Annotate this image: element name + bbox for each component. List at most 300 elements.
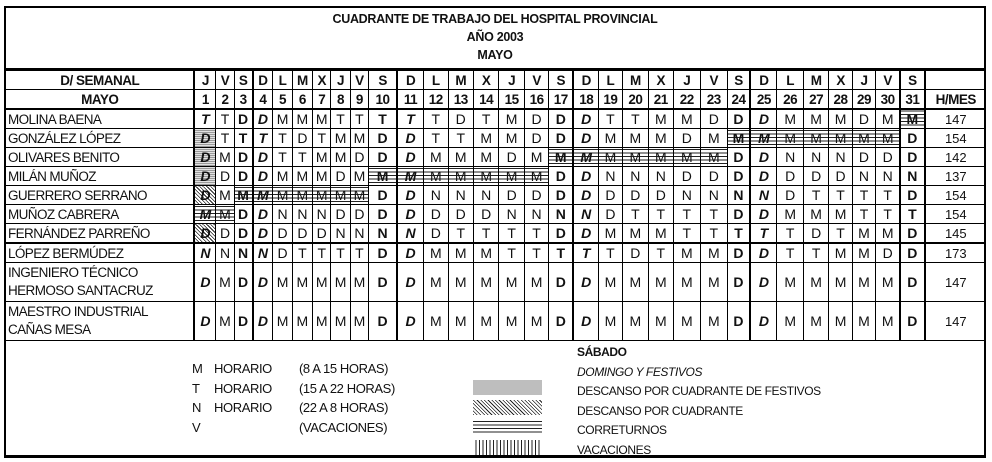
shift-cell: D: [673, 167, 701, 186]
shift-cell: D: [313, 224, 331, 244]
shift-cell: D: [622, 243, 648, 263]
shift-cell: D: [350, 148, 368, 167]
shift-cell: D: [876, 243, 900, 263]
shift-cell: T: [216, 129, 234, 148]
shift-cell: M: [369, 167, 398, 186]
shift-cell: M: [876, 129, 900, 148]
shift-cell: D: [369, 186, 398, 205]
day-row-cell: 10: [369, 90, 398, 110]
shift-cell: D: [750, 148, 776, 167]
employee-name: LÓPEZ BERMÚDEZ: [6, 243, 194, 263]
shift-cell: D: [194, 148, 215, 167]
shift-cell: M: [313, 148, 331, 167]
monthly-hours: 145: [925, 224, 986, 244]
shift-cell: N: [573, 205, 598, 224]
shift-cell: D: [448, 109, 473, 129]
shift-cell: M: [673, 148, 701, 167]
employee-row: [6, 263, 986, 302]
day-row-cell: 3: [234, 90, 252, 110]
shift-cell: M: [673, 302, 701, 341]
weekday-row-cell: J: [499, 71, 524, 90]
shift-cell: M: [750, 129, 776, 148]
legend-saturday: SÁBADO: [577, 345, 627, 359]
shift-cell: T: [803, 243, 828, 263]
shift-cell: T: [649, 205, 673, 224]
shift-cell: N: [313, 205, 331, 224]
shift-cell: N: [777, 148, 803, 167]
shift-cell: M: [673, 263, 701, 302]
shift-cell: D: [331, 205, 350, 224]
shift-cell: M: [292, 263, 312, 302]
shift-cell: M: [549, 148, 573, 167]
employee-role: MAESTRO INDUSTRIAL: [8, 304, 148, 319]
shift-cell: T: [777, 224, 803, 244]
shift-cell: D: [727, 148, 750, 167]
shift-cell: D: [397, 205, 423, 224]
shift-cell: D: [369, 302, 398, 341]
employee-row: [6, 205, 986, 224]
shift-cell: T: [424, 109, 448, 129]
shift-cell: T: [829, 224, 852, 244]
shift-cell: T: [900, 205, 924, 224]
legend-diag: DESCANSO POR CUADRANTE: [577, 403, 743, 418]
shift-cell: M: [622, 129, 648, 148]
shift-cell: M: [448, 263, 473, 302]
shift-cell: T: [234, 129, 252, 148]
shift-cell: T: [216, 109, 234, 129]
shift-cell: D: [900, 243, 924, 263]
weekday-row-cell: D: [573, 71, 598, 90]
shift-cell: D: [549, 129, 573, 148]
shift-cell: M: [876, 109, 900, 129]
shift-cell: T: [424, 129, 448, 148]
employee-name: GONZÁLEZ LÓPEZ: [6, 129, 194, 148]
shift-cell: D: [803, 224, 828, 244]
shift-cell: M: [803, 302, 828, 341]
shift-cell: M: [649, 302, 673, 341]
dot-pattern-swatch: [473, 380, 542, 395]
shift-cell: D: [573, 129, 598, 148]
shift-cell: M: [350, 263, 368, 302]
shift-cell: D: [727, 243, 750, 263]
shift-cell: D: [234, 263, 252, 302]
shift-cell: D: [397, 263, 423, 302]
employee-row: [6, 243, 986, 263]
day-row-cell: 20: [622, 90, 648, 110]
shift-cell: M: [331, 148, 350, 167]
weekday-row-cell: V: [216, 71, 234, 90]
weekday-row-cell: V: [876, 71, 900, 90]
shift-cell: N: [876, 167, 900, 186]
monthly-hours: 147: [925, 302, 986, 341]
shift-cell: T: [499, 224, 524, 244]
shift-cell: M: [216, 148, 234, 167]
weekday-row-cell: D: [253, 71, 273, 90]
shift-cell: M: [727, 129, 750, 148]
shift-cell: D: [369, 205, 398, 224]
shift-cell: N: [424, 186, 448, 205]
shift-cell: D: [673, 129, 701, 148]
shift-cell: N: [599, 167, 622, 186]
weekday-row-cell: X: [829, 71, 852, 90]
shift-cell: M: [622, 148, 648, 167]
shift-cell: M: [852, 129, 875, 148]
document-title: CUADRANTE DE TRABAJO DEL HOSPITAL PROVINCIAL: [332, 12, 658, 26]
shift-cell: N: [448, 186, 473, 205]
shift-cell: D: [397, 148, 423, 167]
weekday-row-cell: V: [350, 71, 368, 90]
shift-cell: N: [369, 224, 398, 244]
shift-cell: M: [599, 302, 622, 341]
day-row-cell: 5: [273, 90, 292, 110]
shift-cell: M: [424, 167, 448, 186]
shift-cell: T: [369, 109, 398, 129]
shift-cell: N: [499, 205, 524, 224]
shift-cell: T: [701, 205, 727, 224]
shift-cell: M: [829, 205, 852, 224]
shift-cell: D: [234, 302, 252, 341]
shift-cell: T: [524, 243, 548, 263]
shift-cell: D: [524, 129, 548, 148]
shift-cell: D: [234, 148, 252, 167]
day-row: [6, 90, 986, 110]
day-row-cell: 25: [750, 90, 776, 110]
day-row-cell: 12: [424, 90, 448, 110]
shift-cell: M: [649, 129, 673, 148]
shift-cell: T: [273, 129, 292, 148]
weekday-row-cell: X: [473, 71, 498, 90]
shift-cell: T: [331, 243, 350, 263]
shift-cell: T: [499, 243, 524, 263]
shift-cell: M: [473, 263, 498, 302]
shift-cell: T: [448, 224, 473, 244]
shift-cell: N: [350, 224, 368, 244]
shift-cell: M: [900, 109, 924, 129]
shift-cell: T: [350, 243, 368, 263]
shift-cell: T: [673, 205, 701, 224]
shift-cell: D: [803, 167, 828, 186]
shift-cell: M: [216, 186, 234, 205]
shift-cell: M: [803, 263, 828, 302]
shift-cell: D: [292, 224, 312, 244]
shift-cell: M: [649, 224, 673, 244]
shift-cell: D: [727, 263, 750, 302]
shift-cell: M: [499, 109, 524, 129]
legend-shift-desc: (15 A 22 HORAS): [299, 380, 395, 396]
shift-cell: D: [194, 263, 215, 302]
shift-cell: T: [194, 109, 215, 129]
shift-cell: D: [549, 167, 573, 186]
legend-shift-desc: (VACACIONES): [299, 419, 388, 435]
legend-shift-word: HORARIO: [214, 380, 272, 396]
shift-cell: M: [313, 109, 331, 129]
shift-cell: D: [900, 224, 924, 244]
shift-cell: T: [876, 186, 900, 205]
shift-cell: M: [331, 129, 350, 148]
document-year: AÑO 2003: [466, 30, 524, 44]
monthly-hours: 154: [925, 205, 986, 224]
shift-cell: M: [524, 302, 548, 341]
shift-cell: D: [194, 302, 215, 341]
shift-cell: N: [273, 205, 292, 224]
weekday-row-cell: X: [313, 71, 331, 90]
employee-name: MOLINA BAENA: [6, 109, 194, 129]
shift-cell: D: [829, 167, 852, 186]
roster-table: [6, 70, 986, 341]
shift-cell: M: [350, 302, 368, 341]
shift-cell: N: [234, 243, 252, 263]
day-row-cell: 18: [573, 90, 598, 110]
shift-cell: N: [727, 186, 750, 205]
weekday-row-cell: S: [369, 71, 398, 90]
employee-name: [6, 302, 194, 341]
shift-cell: M: [701, 263, 727, 302]
shift-cell: T: [750, 224, 776, 244]
shift-cell: M: [803, 109, 828, 129]
employee-row: [6, 224, 986, 244]
shift-cell: M: [829, 129, 852, 148]
day-row-cell: 26: [777, 90, 803, 110]
shift-cell: D: [750, 167, 776, 186]
shift-cell: M: [350, 129, 368, 148]
shift-cell: D: [649, 186, 673, 205]
shift-cell: D: [573, 263, 598, 302]
shift-cell: M: [473, 167, 498, 186]
employee-name: [6, 263, 194, 302]
shift-cell: M: [649, 263, 673, 302]
shift-cell: N: [292, 205, 312, 224]
shift-cell: T: [673, 224, 701, 244]
shift-cell: M: [829, 263, 852, 302]
shift-cell: M: [216, 263, 234, 302]
shift-cell: D: [549, 302, 573, 341]
shift-cell: D: [273, 243, 292, 263]
shift-cell: D: [727, 302, 750, 341]
employee-name: GUERRERO SERRANO: [6, 186, 194, 205]
shift-cell: D: [876, 148, 900, 167]
shift-cell: M: [292, 302, 312, 341]
shift-cell: M: [599, 148, 622, 167]
shift-cell: D: [397, 129, 423, 148]
weekday-row-cell: L: [599, 71, 622, 90]
shift-cell: T: [448, 129, 473, 148]
shift-cell: M: [701, 129, 727, 148]
shift-cell: D: [499, 186, 524, 205]
shift-cell: N: [194, 243, 215, 263]
weekday-row-cell: S: [900, 71, 924, 90]
weekday-row-cell: X: [649, 71, 673, 90]
shift-cell: T: [331, 109, 350, 129]
weekday-row-cell: L: [424, 71, 448, 90]
day-row-cell: 1: [194, 90, 215, 110]
shift-cell: M: [273, 263, 292, 302]
shift-cell: M: [524, 263, 548, 302]
employee-surname: HERMOSO SANTACRUZ: [8, 283, 153, 298]
shift-cell: D: [900, 186, 924, 205]
shift-cell: M: [292, 186, 312, 205]
day-row-cell: 30: [876, 90, 900, 110]
shift-roster-sheet: [4, 6, 986, 458]
shift-cell: M: [852, 302, 875, 341]
title-block: [6, 8, 984, 70]
shift-cell: D: [750, 109, 776, 129]
weekday-row-label: D/ SEMANAL: [6, 71, 194, 90]
day-row-cell: 15: [499, 90, 524, 110]
shift-cell: M: [194, 205, 215, 224]
shift-cell: T: [803, 186, 828, 205]
shift-cell: M: [448, 148, 473, 167]
shift-cell: D: [573, 109, 598, 129]
weekday-row-cell: M: [622, 71, 648, 90]
shift-cell: T: [524, 224, 548, 244]
weekday-row-cell: M: [448, 71, 473, 90]
shift-cell: D: [369, 129, 398, 148]
shift-cell: D: [369, 148, 398, 167]
legend-shift-word: [214, 418, 299, 438]
day-row-cell: 22: [673, 90, 701, 110]
shift-cell: D: [599, 186, 622, 205]
shift-cell: D: [253, 263, 273, 302]
monthly-hours: 142: [925, 148, 986, 167]
shift-cell: D: [234, 109, 252, 129]
shift-cell: T: [473, 224, 498, 244]
shift-cell: D: [216, 224, 234, 244]
employee-role: INGENIERO TÉCNICO: [8, 265, 138, 280]
legend-shift-word: HORARIO: [214, 400, 272, 415]
employee-name: MUÑOZ CABRERA: [6, 205, 194, 224]
shift-cell: T: [397, 109, 423, 129]
pattern-swatches: [473, 380, 542, 460]
shift-cell: D: [549, 109, 573, 129]
shift-cell: M: [350, 186, 368, 205]
day-row-cell: 28: [829, 90, 852, 110]
shift-cell: M: [331, 302, 350, 341]
shift-cell: M: [701, 302, 727, 341]
monthly-hours: 147: [925, 263, 986, 302]
weekday-row-cell: J: [194, 71, 215, 90]
legend: [6, 341, 984, 457]
shift-cell: D: [253, 148, 273, 167]
employee-row: [6, 186, 986, 205]
shift-cell: M: [852, 263, 875, 302]
monthly-hours: 173: [925, 243, 986, 263]
shift-cell: M: [876, 263, 900, 302]
weekday-row-cell: J: [673, 71, 701, 90]
legend-shift-code: M: [192, 361, 203, 376]
shift-cell: T: [649, 243, 673, 263]
monthly-hours: 154: [925, 186, 986, 205]
shift-cell: T: [777, 243, 803, 263]
shift-cell: M: [473, 302, 498, 341]
shift-cell: M: [852, 224, 875, 244]
weekday-row-cell: V: [524, 71, 548, 90]
shift-cell: M: [622, 302, 648, 341]
shift-cell: N: [750, 186, 776, 205]
shift-cell: M: [273, 109, 292, 129]
shift-cell: M: [777, 109, 803, 129]
shift-cell: M: [876, 302, 900, 341]
shift-cell: M: [448, 243, 473, 263]
shift-cell: T: [313, 243, 331, 263]
shift-cell: D: [253, 224, 273, 244]
shift-cell: T: [313, 129, 331, 148]
shift-cell: M: [313, 302, 331, 341]
shift-cell: M: [701, 148, 727, 167]
day-row-cell: 19: [599, 90, 622, 110]
shift-cell: M: [473, 148, 498, 167]
shift-cell: D: [549, 263, 573, 302]
shift-cell: M: [829, 243, 852, 263]
shift-cell: M: [448, 302, 473, 341]
shift-cell: D: [216, 167, 234, 186]
shift-cell: M: [499, 263, 524, 302]
shift-legend: [192, 359, 395, 437]
shift-cell: M: [599, 263, 622, 302]
shift-cell: D: [397, 243, 423, 263]
day-row-label: MAYO: [6, 90, 194, 110]
shift-cell: T: [253, 129, 273, 148]
shift-cell: D: [369, 243, 398, 263]
shift-cell: T: [852, 186, 875, 205]
shift-cell: T: [292, 148, 312, 167]
weekday-row-cell: L: [777, 71, 803, 90]
day-row-hours-header: H/MES: [925, 90, 986, 110]
shift-cell: M: [829, 109, 852, 129]
shift-cell: T: [727, 224, 750, 244]
shift-cell: M: [473, 129, 498, 148]
shift-cell: M: [292, 167, 312, 186]
weekday-row-cell: J: [852, 71, 875, 90]
shift-cell: N: [331, 224, 350, 244]
weekday-row-cell: D: [397, 71, 423, 90]
shift-cell: D: [424, 205, 448, 224]
shift-cell: D: [549, 224, 573, 244]
shift-cell: D: [499, 148, 524, 167]
monthly-hours: 137: [925, 167, 986, 186]
legend-shift-desc: (22 A 8 HORAS): [299, 400, 389, 415]
shift-cell: M: [397, 167, 423, 186]
shift-cell: M: [803, 129, 828, 148]
shift-cell: D: [234, 205, 252, 224]
shift-cell: D: [424, 224, 448, 244]
document-month: MAYO: [477, 48, 513, 62]
shift-cell: M: [599, 224, 622, 244]
shift-cell: D: [573, 167, 598, 186]
shift-cell: N: [673, 186, 701, 205]
legend-shift-row: [192, 359, 395, 379]
shift-cell: D: [852, 148, 875, 167]
shift-cell: D: [194, 224, 215, 244]
weekday-row-cell: S: [234, 71, 252, 90]
shift-cell: M: [524, 148, 548, 167]
shift-cell: D: [900, 129, 924, 148]
shift-cell: D: [350, 205, 368, 224]
weekday-row-cell: M: [292, 71, 312, 90]
shift-cell: M: [829, 302, 852, 341]
shift-cell: D: [448, 205, 473, 224]
monthly-hours: 147: [925, 109, 986, 129]
day-row-cell: 29: [852, 90, 875, 110]
employee-row: [6, 129, 986, 148]
employee-name: OLIVARES BENITO: [6, 148, 194, 167]
shift-cell: M: [216, 205, 234, 224]
weekday-row-cell: L: [273, 71, 292, 90]
vertical-lines-swatch: [473, 440, 542, 455]
shift-cell: D: [573, 224, 598, 244]
shift-cell: D: [194, 186, 215, 205]
shift-cell: D: [524, 186, 548, 205]
shift-cell: D: [234, 167, 252, 186]
